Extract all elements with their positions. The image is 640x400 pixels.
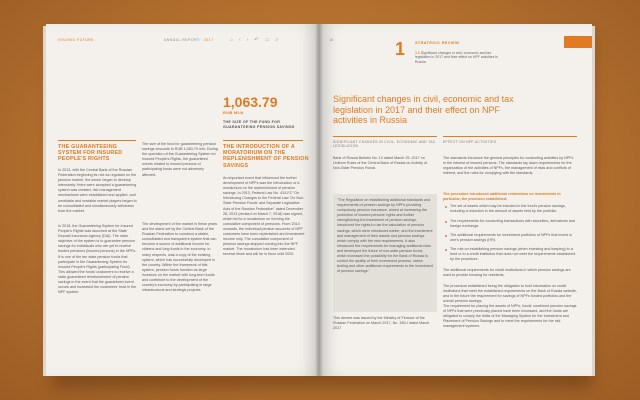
chapter-subtitle: 1.1 Significant changes in civil, economic and tax legislation in 2017 and their effect on NPF activities in Russia	[415, 51, 499, 64]
col2-bullet-1: The set of assets which may be included in the fund's pension savings, including a reduction in the amount of assets held by the portfolio.	[450, 204, 566, 214]
page-number: 16	[329, 38, 333, 42]
chapter-label: STRATEGIC REVIEW	[415, 41, 460, 45]
chapter-flag	[564, 36, 592, 48]
page-title: Significant changes in civil, economic and tax legislation in 2017 and their effect on NPF activities in Russia	[333, 94, 514, 126]
section2-title: THE INTRODUCTION OF A MORATORIUM ON THE REPLENISHMENT OF PENSION SAVINGS	[223, 144, 309, 169]
col2-header: EFFECT ON NPF ACTIVITIES	[443, 140, 497, 144]
bullet-marker	[445, 206, 447, 208]
page-edge-right	[592, 26, 595, 376]
stat-caption: THE SIZE OF THE FUND FOR GUARANTEEING PENSION SAVINGS	[223, 120, 295, 129]
section1-title: THE GUARANTEEING SYSTEM FOR INSURED PEOPLE'S RIGHTS	[58, 144, 123, 163]
section2-rule	[223, 140, 303, 141]
bullet-marker	[445, 249, 447, 251]
col2-bullet-4: The rule on establishing pension savings (when investing and keeping) to a fund or to a credit institution that does not meet the requirements established by the procedure.	[450, 247, 576, 262]
chevron-left-icon: ‹	[239, 37, 241, 43]
col2-bullet-3: The additional requirements for investment portfolios of NPFs that invest in one's pension savings (HR).	[450, 233, 572, 243]
left-header-report: ANNUAL REPORT · 2017	[164, 38, 214, 42]
col1-rule	[333, 136, 437, 137]
stat-unit: RUB MLN	[223, 110, 244, 115]
col1-quote: "The Regulation on establishing additional standards and requirements of pension savings by NPFs providing compulsory pension insurance, aimed at increasing the protection of insured persons' rights and further strengthening the investment of pension savings, introduced the rights to use the calculation of pension savings, which were introduced earlier, and the investment and management of their assets and pension savings which comply with the new requirements. It also introduced the requirements for managing additional risks and developed the future of non-state pension funds, which increased the possibility for the Bank of Russia to control the quality of their investment process, stress testing and other additional requirements to the investment of pension savings."	[337, 198, 433, 274]
col2-paragraph-3: The procedure established being the obligation to hold information on credit institutions that meet the established requirements on the Bank of Russia website, and in the future the requirement for savings of NPFs funded portfolios and the overall pension savings.	[443, 284, 577, 304]
col1-paragraph-3: This decree was issued by the Ministry of Finance of the Russian Federation on March 2017, No. 389-I dated March 2017	[333, 316, 430, 331]
col2-paragraph-1: The standards introduce the general principles for conducting activities by NPFs in the interest of insured persons. The standards lay down requirements for the organization of the activities of NPFs, the management of risks and conflicts of interest, and the rules for complying with the standards.	[443, 156, 574, 176]
page-edge-left	[43, 26, 46, 376]
home-icon: ⌂	[230, 37, 234, 43]
col2-paragraph-2: The additional requirements for credit institutions in which pension savings are used to provide housing for residents.	[443, 268, 571, 278]
col2-subheading: The procedure introduced additional restrictions on investments in particular, the provision established:	[443, 192, 561, 201]
section1-rule	[58, 140, 136, 141]
section1-paragraph-2: In 2015, the Guaranteeing System for Insured People's Rights was launched at the State Deposit Insurance Agency (DIA). The main objective of the system is to guarantee pension savings for individuals who are yet to receive funded pensions (insured persons) in the NPFs. It is one of the ten state pension funds that participate in the Guaranteeing System for Insured People's Rights (participating Fund). This allowed the funds' customers to receive a state guaranteed reimbursement of pension savings in the event that the guaranteed event occurs and increased the customers' trust in the NPF system.	[58, 224, 137, 295]
col2-rule	[443, 136, 577, 137]
col2-bullet-2: The requirements for conducting transactions with securities, derivatives and foreign exchange.	[450, 219, 576, 229]
back-icon: ↶	[254, 37, 259, 43]
bullet-marker	[445, 235, 447, 237]
col1-paragraph-1: Bank of Russia Bulletin No. 10 dated March 29, 2017 on Uniform Rules of the Central Bank of Russia on Activity of Non-State Pension Funds	[333, 156, 428, 171]
chapter-number: 1	[395, 39, 406, 59]
column2-paragraph-1: The size of the fund for guaranteeing pension savings amounts to RUB 1,063.79 mln. During the operation of the Guaranteeing System for Insured People's Rights, the guaranteed events related to insured persons of participating funds were not adversely affected.	[142, 142, 218, 177]
right-page	[319, 24, 592, 376]
print-icon: ▭	[264, 37, 270, 43]
stat-value: 1,063.79	[223, 94, 278, 110]
book-gutter	[315, 24, 323, 376]
chevron-right-icon: ›	[246, 37, 249, 43]
col1-header: SIGNIFICANT CHANGES IN CIVIL, ECONOMIC AND TAX LEGISLATION	[333, 140, 436, 149]
bullet-marker	[445, 221, 447, 223]
column2-paragraph-2: The development of the market in these years and the stand set by the Central Bank of the Russian Federation to construct a stable, consolidated and transparent system that can become a source of additional income for citizens and long funds in the economy. In many respects, was a copy of the existing system, which has successfully developed in the country. Within the framework of this system, pension funds function as large investors on the market with long-term funds and contribute to the development of the country's economy by participating in large infrastructural and strategic projects.	[142, 222, 218, 293]
left-header-brand: ISSUING FUTURE	[58, 38, 94, 42]
search-icon: ⌕	[275, 37, 279, 43]
section2-paragraph: An important event that influenced the further development of NPFs was the introduction of a moratorium on the replenishment of pension savings. In 2013, Federal Law No. 410-FZ "On Introducing Changes to the Federal Law 'On Non-State Pension Funds' and Separate Legislative Acts of the Russian Federation" dated December 28, 2013 (revised on March 7, 2018) was signed, which led to a moratorium on forming the cumulative component of pensions. From 2014 onwards, the individual pension accounts of NPF customers have been replenished and investment income only. The cumulative component of pension savings stopped coming into the NPF market. The moratorium has been extended several times and will be in force until 2020.	[223, 176, 305, 257]
open-book	[46, 24, 592, 376]
left-header-icons	[230, 37, 278, 43]
left-page	[46, 24, 319, 376]
section1-paragraph-1: In 2013, with the Central Bank of the Russian Federation beginning its role as regulator on the pension market, the sector began to develop intensively: there were accepted a guaranteeing system was created, risk management mechanisms were established and applied, and unreliable and unstable market players began to be consolidated and simultaneously withdrawn from the market.	[58, 168, 137, 213]
col2-paragraph-4: The requirement for placing the assets of NPFs, funds' combined pension savings of NPFs that were previously placed have been increased, and the funds are obligated to comply the limits of the Managing System for the Investment and Placement of Pension Savings and to meet the requirements for the risk management systems.	[443, 304, 577, 329]
